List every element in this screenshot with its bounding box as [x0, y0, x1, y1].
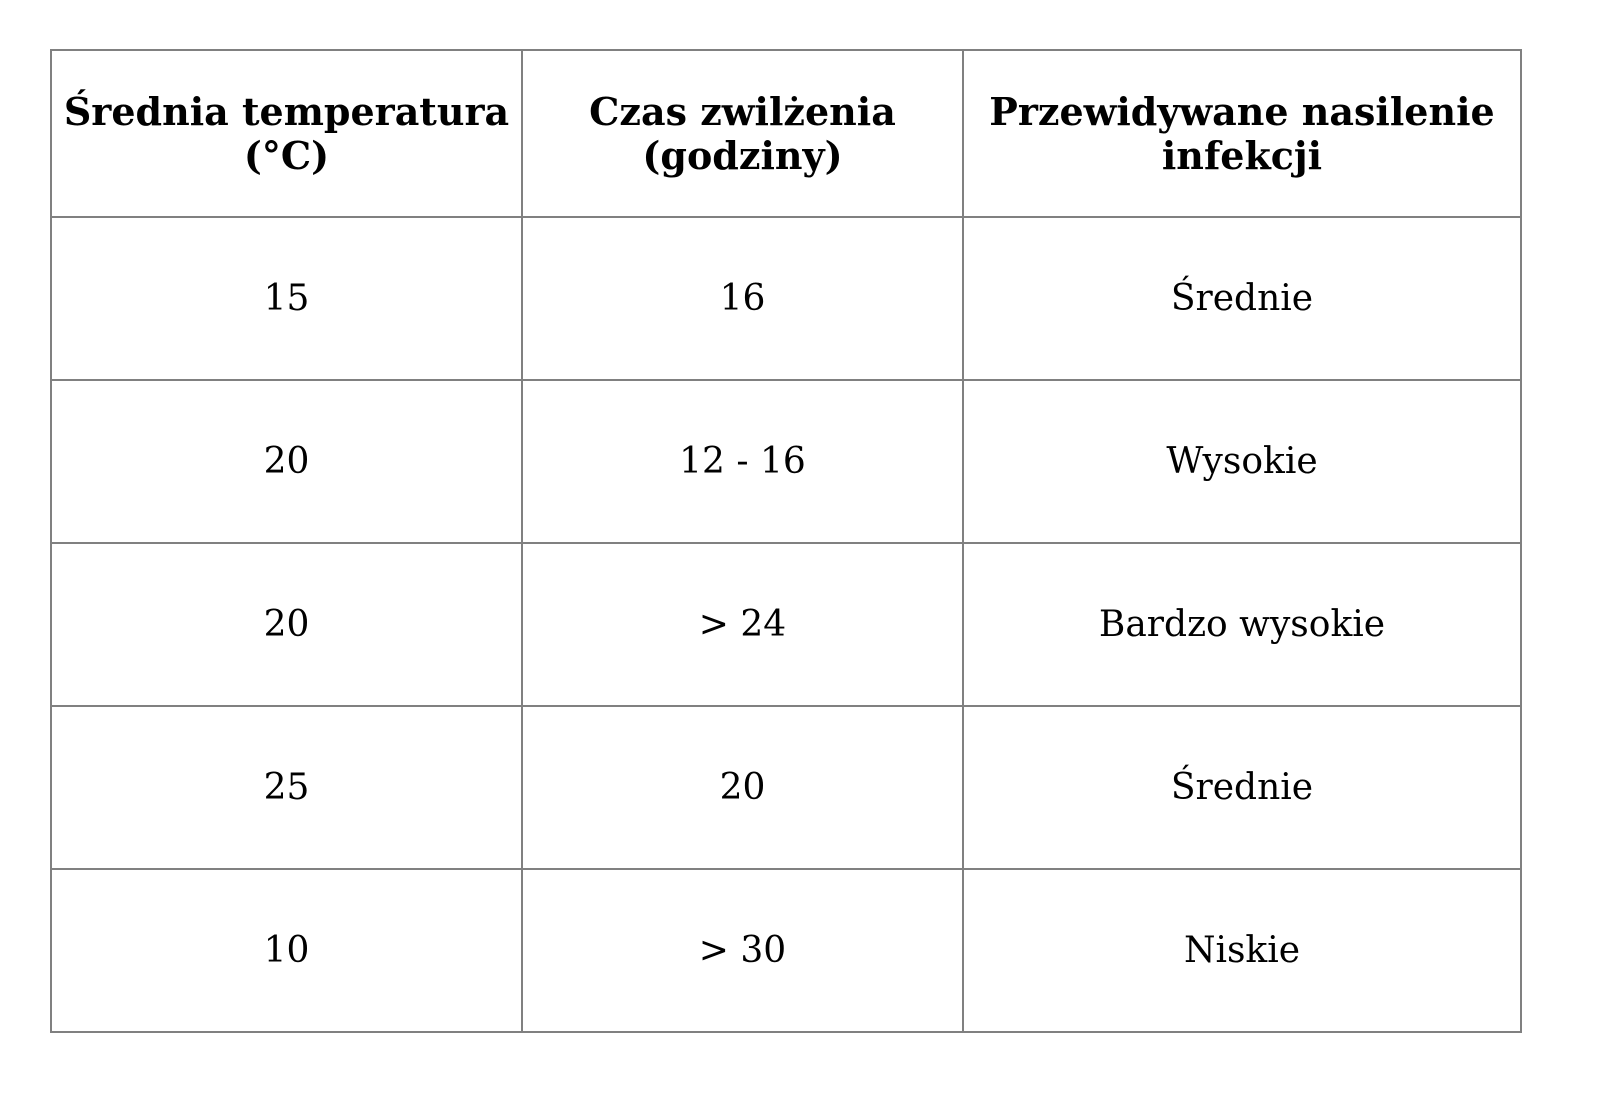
header-cell-infection-severity: Przewidywane nasilenie infekcji [963, 50, 1521, 217]
table-cell: > 30 [522, 869, 963, 1032]
table-row [51, 869, 1521, 1032]
data-table [50, 49, 1522, 1033]
table-row [51, 543, 1521, 706]
table-cell: 20 [522, 706, 963, 869]
table-row [51, 217, 1521, 380]
header-cell-wetting-time: Czas zwilżenia (godziny) [522, 50, 963, 217]
table-cell: Bardzo wysokie [963, 543, 1521, 706]
table-row [51, 706, 1521, 869]
table-cell: Średnie [963, 706, 1521, 869]
table-cell: Wysokie [963, 380, 1521, 543]
header-row [51, 50, 1521, 217]
table-row [51, 380, 1521, 543]
table-cell: Średnie [963, 217, 1521, 380]
table-cell: Niskie [963, 869, 1521, 1032]
table-cell: 16 [522, 217, 963, 380]
table-cell: 20 [51, 380, 522, 543]
table-cell: > 24 [522, 543, 963, 706]
table-cell: 12 - 16 [522, 380, 963, 543]
table-cell: 15 [51, 217, 522, 380]
table-cell: 10 [51, 869, 522, 1032]
table-cell: 20 [51, 543, 522, 706]
header-cell-temperature: Średnia temperatura (°C) [51, 50, 522, 217]
table-cell: 25 [51, 706, 522, 869]
